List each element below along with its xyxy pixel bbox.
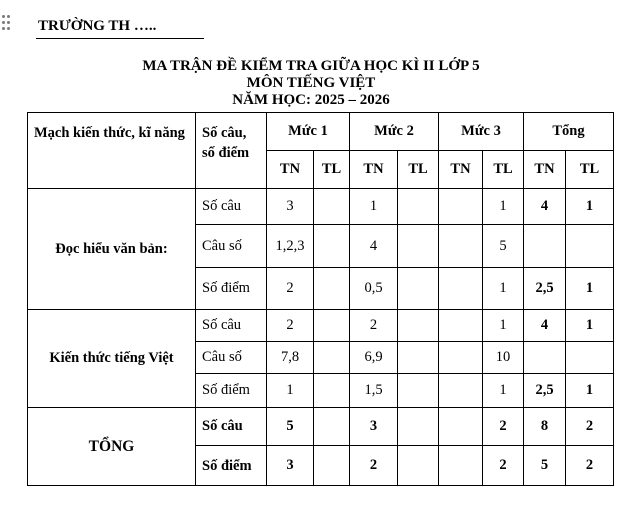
table-cell: 1,2,3 (267, 225, 314, 268)
section-name: TỔNG (28, 408, 196, 486)
table-cell (524, 342, 566, 374)
table-cell: 6,9 (350, 342, 398, 374)
row-label: Số điểm (196, 446, 267, 486)
table-cell: 1 (350, 189, 398, 225)
table-cell: 1 (483, 374, 524, 408)
table-cell: 1 (483, 189, 524, 225)
col-header-count: Số câu, số điểm (196, 113, 267, 189)
type-header-tl: TL (314, 151, 350, 189)
table-cell (439, 374, 483, 408)
table-cell (566, 342, 614, 374)
table-cell (439, 268, 483, 310)
school-name: TRƯỜNG TH ….. (38, 18, 157, 34)
table-cell (439, 408, 483, 446)
level-header-2: Mức 2 (350, 113, 439, 151)
header-row-levels (28, 113, 614, 151)
table-cell (314, 310, 350, 342)
level-header-3: Mức 3 (439, 113, 524, 151)
table-cell (314, 408, 350, 446)
table-cell: 7,8 (267, 342, 314, 374)
table-cell (398, 408, 439, 446)
row-label: Số điểm (196, 374, 267, 408)
table-cell: 3 (350, 408, 398, 446)
table-cell: 2,5 (524, 374, 566, 408)
table-cell: 2 (483, 446, 524, 486)
table-cell: 5 (267, 408, 314, 446)
col-header-topic: Mạch kiến thức, kĩ năng (28, 113, 196, 189)
table-cell: 1 (483, 268, 524, 310)
section-name: Đọc hiểu văn bản: (28, 189, 196, 310)
table-cell: 2 (566, 408, 614, 446)
type-header-tl: TL (566, 151, 614, 189)
table-cell (398, 446, 439, 486)
table-cell (398, 268, 439, 310)
table-cell: 2 (350, 446, 398, 486)
table-cell: 4 (524, 310, 566, 342)
table-cell (314, 225, 350, 268)
table-cell: 1 (267, 374, 314, 408)
table-cell: 1 (483, 310, 524, 342)
table-cell (439, 446, 483, 486)
table-cell: 10 (483, 342, 524, 374)
type-header-tl: TL (483, 151, 524, 189)
table-cell (398, 374, 439, 408)
table-cell (398, 342, 439, 374)
table-cell: 2 (566, 446, 614, 486)
table-cell: 3 (267, 446, 314, 486)
table-cell (398, 225, 439, 268)
table-cell (439, 225, 483, 268)
table-cell (439, 310, 483, 342)
table-cell: 8 (524, 408, 566, 446)
table-cell (314, 189, 350, 225)
table-cell: 1,5 (350, 374, 398, 408)
table-cell (314, 374, 350, 408)
document-title: MA TRẬN ĐỀ KIỂM TRA GIỮA HỌC KÌ II LỚP 5 (142, 58, 480, 74)
row-label: Câu số (196, 342, 267, 374)
table-cell (398, 189, 439, 225)
table-cell: 4 (350, 225, 398, 268)
table-cell: 5 (483, 225, 524, 268)
table-row (28, 310, 614, 342)
table-cell: 0,5 (350, 268, 398, 310)
type-header-tn: TN (267, 151, 314, 189)
row-label: Số điểm (196, 268, 267, 310)
section-name: Kiến thức tiếng Việt (28, 310, 196, 408)
table-cell: 2,5 (524, 268, 566, 310)
table-cell: 2 (267, 268, 314, 310)
table-cell (439, 342, 483, 374)
matrix-table (27, 112, 614, 486)
table-cell: 5 (524, 446, 566, 486)
table-cell (314, 268, 350, 310)
table-cell (524, 225, 566, 268)
level-header-1: Mức 1 (267, 113, 350, 151)
table-cell (439, 189, 483, 225)
school-year: NĂM HỌC: 2025 – 2026 (232, 92, 390, 108)
table-cell: 2 (483, 408, 524, 446)
type-header-tn: TN (350, 151, 398, 189)
table-cell: 1 (566, 310, 614, 342)
school-underline (36, 38, 204, 39)
type-header-tn: TN (524, 151, 566, 189)
subject-title: MÔN TIẾNG VIỆT (246, 75, 376, 91)
type-header-tl: TL (398, 151, 439, 189)
table-cell: 1 (566, 189, 614, 225)
matrix-body (28, 189, 614, 486)
row-label: Số câu (196, 408, 267, 446)
table-cell: 2 (350, 310, 398, 342)
table-cell (314, 342, 350, 374)
type-header-tn: TN (439, 151, 483, 189)
table-cell: 2 (267, 310, 314, 342)
table-cell (314, 446, 350, 486)
table-cell (566, 225, 614, 268)
row-label: Số câu (196, 310, 267, 342)
row-label: Số câu (196, 189, 267, 225)
table-cell: 1 (566, 374, 614, 408)
level-header-total: Tổng (524, 113, 614, 151)
table-cell: 1 (566, 268, 614, 310)
table-cell (398, 310, 439, 342)
table-cell: 4 (524, 189, 566, 225)
row-label: Câu số (196, 225, 267, 268)
table-cell: 3 (267, 189, 314, 225)
table-row (28, 408, 614, 446)
table-row (28, 189, 614, 225)
